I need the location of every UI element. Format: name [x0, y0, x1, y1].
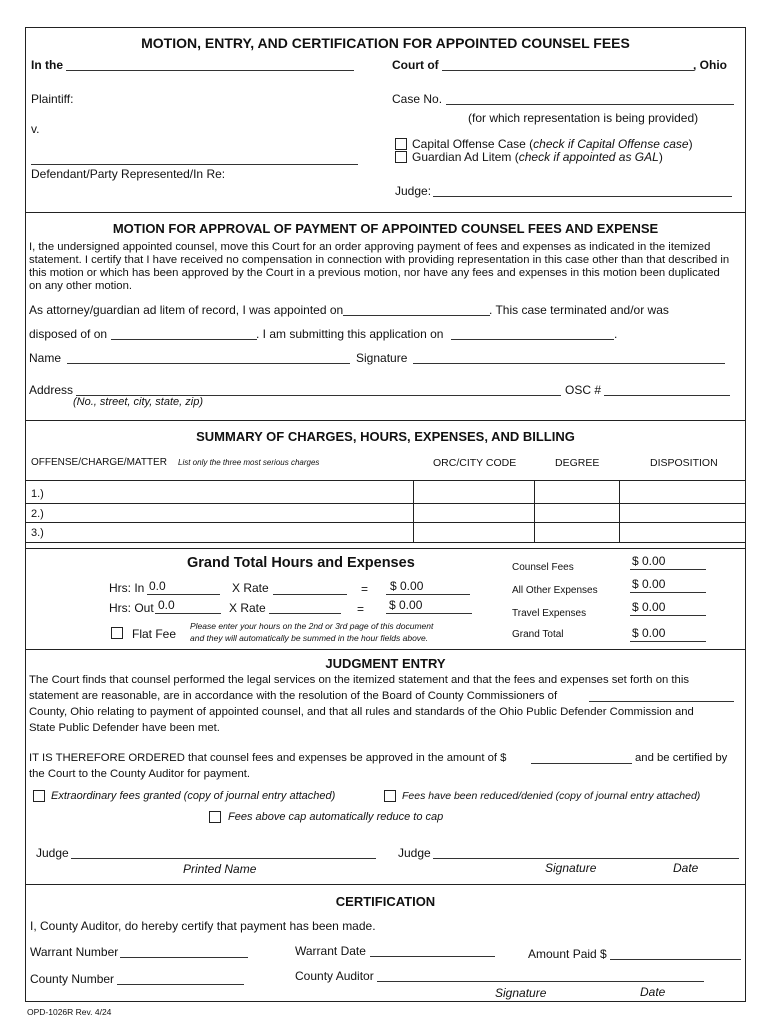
board-county-field[interactable]	[589, 701, 734, 702]
ohio-label: , Ohio	[693, 58, 727, 72]
judgment-line-1: The Court finds that counsel performed the legal services on the itemized statement and that the fees and expenses set forth on this	[29, 674, 689, 686]
motion-heading: MOTION FOR APPROVAL OF PAYMENT OF APPOINTED COUNSEL FEES AND EXPENSE	[112, 221, 659, 236]
auditor-date-caption: Date	[640, 985, 666, 999]
terminated-label: . This case terminated and/or was	[489, 303, 669, 317]
name-field[interactable]	[67, 363, 350, 364]
address-hint: (No., street, city, state, zip)	[73, 396, 203, 408]
hrs-out-field	[155, 613, 221, 614]
approved-amount-field[interactable]	[531, 763, 632, 764]
frame-bottom	[25, 1001, 746, 1002]
table-line-row2	[25, 522, 746, 523]
signature-label: Signature	[356, 351, 408, 365]
travel-expenses-label: Travel Expenses	[512, 608, 587, 619]
gal-label	[412, 150, 663, 164]
gal-checkbox[interactable]	[395, 151, 407, 163]
fees-reduced-checkbox[interactable]	[384, 790, 396, 802]
frame-left	[25, 27, 26, 1001]
warrant-date-field[interactable]	[370, 956, 495, 957]
judge-label: Judge:	[395, 184, 432, 198]
judge-printed-label: Judge	[36, 846, 69, 860]
gal-text: Guardian Ad Litem (	[412, 150, 519, 164]
capital-offense-close: )	[688, 137, 693, 151]
form-id: OPD-1026R Rev. 4/24	[27, 1007, 112, 1017]
hrs-in-label: Hrs: In	[109, 581, 145, 595]
ordered-line-1-end: and be certified by	[635, 752, 728, 764]
signature-field[interactable]	[413, 363, 725, 364]
capital-offense-checkbox[interactable]	[395, 138, 407, 150]
grand-total-value: $ 0.00	[632, 626, 666, 640]
capital-offense-text: Capital Offense Case (	[412, 137, 534, 151]
hrs-out-amount: $ 0.00	[389, 598, 423, 612]
judgment-heading: JUDGMENT ENTRY	[325, 656, 446, 671]
form-title: MOTION, ENTRY, AND CERTIFICATION FOR APPOINTED COUNSEL FEES	[141, 35, 630, 51]
osc-field[interactable]	[604, 395, 730, 396]
other-expenses-label: All Other Expenses	[512, 585, 598, 596]
grand-total-line	[630, 641, 706, 642]
warrant-number-field[interactable]	[120, 957, 248, 958]
certification-text: I, County Auditor, do hereby certify that payment has been made.	[30, 919, 376, 933]
auditor-signature-caption: Signature	[495, 986, 547, 1000]
submitted-on-field[interactable]	[451, 339, 614, 340]
flat-fee-label: Flat Fee	[132, 627, 177, 641]
col-orc-header: ORC/CITY CODE	[433, 457, 517, 469]
hrs-out-value[interactable]: 0.0	[158, 598, 175, 612]
gal-close: )	[658, 150, 663, 164]
flat-fee-checkbox[interactable]	[111, 627, 123, 639]
hours-note-2: and they will automatically be summed in the hour fields above.	[190, 633, 429, 643]
in-the-label: In the	[31, 58, 63, 72]
travel-expenses-value: $ 0.00	[632, 600, 666, 614]
name-label: Name	[29, 351, 62, 365]
county-number-label: County Number	[30, 972, 115, 986]
table-col-sep-1	[413, 480, 414, 542]
col-offense-header: OFFENSE/CHARGE/MATTER	[31, 457, 167, 468]
printed-name-caption: Printed Name	[183, 862, 257, 876]
judgment-line-4: State Public Defender have been met.	[29, 722, 220, 734]
other-expenses-value: $ 0.00	[632, 577, 666, 591]
counsel-fees-value: $ 0.00	[632, 554, 666, 568]
table-row: 3.)	[31, 527, 44, 539]
warrant-number-label: Warrant Number	[30, 945, 119, 959]
hrs-in-value[interactable]: 0.0	[149, 579, 166, 593]
motion-paragraph: I, the undersigned appointed counsel, move this Court for an order approving payment of fees and expenses as indicated in the itemized statement. I certify that I have received no compensation in connection with providing representation in this case other than that described in this motion or which has been approved by the Court in a previous motion, nor have any fees and expenses in this motion been duplicated on any other motion.	[29, 241, 730, 292]
table-col-sep-2	[534, 480, 535, 542]
divider-motion	[25, 212, 746, 213]
col-disposition-header: DISPOSITION	[650, 457, 718, 469]
hrs-out-amount-line	[386, 613, 472, 614]
fees-reduced-label: Fees have been reduced/denied (copy of journal entry attached)	[402, 790, 701, 802]
judge-field[interactable]	[433, 196, 732, 197]
hrs-in-amount: $ 0.00	[390, 579, 424, 593]
judge-printed-field[interactable]	[71, 858, 376, 859]
appointed-on-label: As attorney/guardian ad litem of record, I was appointed on	[29, 303, 344, 317]
county-auditor-field[interactable]	[377, 981, 704, 982]
capital-offense-label	[412, 137, 693, 151]
case-no-label: Case No.	[392, 92, 443, 106]
osc-label: OSC #	[565, 383, 602, 397]
divider-certification	[25, 884, 746, 885]
address-label: Address	[29, 383, 74, 397]
defendant-label: Defendant/Party Represented/In Re:	[31, 167, 226, 181]
equals-1: =	[361, 582, 369, 596]
certification-heading: CERTIFICATION	[335, 894, 436, 909]
judgment-line-2: statement are reasonable, are in accordance with the resolution of the Board of County Commissioners of	[29, 690, 558, 702]
rate-out-field[interactable]	[269, 613, 341, 614]
disposed-of-label: disposed of on	[29, 327, 108, 341]
col-offense-hint: List only the three most serious charges	[178, 458, 320, 467]
divider-totals	[25, 548, 746, 549]
travel-expenses-line	[630, 615, 706, 616]
plaintiff-label: Plaintiff:	[31, 92, 74, 106]
other-expenses-line	[630, 592, 706, 593]
x-rate-label-2: X Rate	[229, 601, 266, 615]
counsel-fees-line	[630, 569, 706, 570]
totals-heading: Grand Total Hours and Expenses	[187, 555, 415, 571]
table-col-sep-3	[619, 480, 620, 542]
equals-2: =	[357, 602, 365, 616]
table-line-row3	[25, 542, 746, 543]
table-line-top	[25, 480, 746, 481]
judge-signature-caption: Signature	[545, 861, 597, 875]
summary-heading: SUMMARY OF CHARGES, HOURS, EXPENSES, AND BILLING	[196, 429, 575, 444]
extraordinary-fees-label: Extraordinary fees granted (copy of journal entry attached)	[51, 790, 336, 802]
ordered-line-2: the Court to the County Auditor for payment.	[29, 768, 251, 780]
rate-in-field[interactable]	[273, 594, 347, 595]
divider-summary	[25, 420, 746, 421]
fees-above-cap-checkbox[interactable]	[209, 811, 221, 823]
appointed-on-field[interactable]	[343, 315, 490, 316]
table-line-row1	[25, 503, 746, 504]
defendant-field[interactable]	[31, 164, 358, 165]
extraordinary-fees-checkbox[interactable]	[33, 790, 45, 802]
disposed-of-field[interactable]	[111, 339, 257, 340]
judge-signature-field[interactable]	[433, 858, 739, 859]
gal-hint: check if appointed as GAL	[518, 150, 659, 164]
judgment-line-3: County, Ohio relating to payment of appointed counsel, and that all rules and standards of the Ohio Public Defender Commission and	[29, 706, 694, 718]
submitting-label: . I am submitting this application on	[256, 327, 444, 341]
amount-paid-field[interactable]	[610, 959, 741, 960]
x-rate-label-1: X Rate	[232, 581, 269, 595]
ordered-line-1: IT IS THEREFORE ORDERED that counsel fees and expenses be approved in the amount of $	[29, 752, 507, 764]
frame-top	[25, 27, 746, 28]
grand-total-label: Grand Total	[512, 629, 564, 640]
col-degree-header: DEGREE	[555, 457, 600, 469]
hours-note-1: Please enter your hours on the 2nd or 3rd page of this document	[190, 621, 434, 631]
versus-label: v.	[31, 122, 40, 136]
county-auditor-label: County Auditor	[295, 969, 374, 983]
frame-right	[745, 27, 746, 1001]
divider-judgment	[25, 649, 746, 650]
county-field[interactable]	[442, 70, 694, 71]
amount-paid-label: Amount Paid $	[528, 947, 607, 961]
judge-signature-label: Judge	[398, 846, 431, 860]
court-of-label: Court of	[392, 58, 439, 72]
capital-offense-hint: check if Capital Offense case	[533, 137, 689, 151]
hrs-in-amount-line	[386, 594, 470, 595]
county-number-field[interactable]	[117, 984, 244, 985]
court-name-field[interactable]	[66, 70, 354, 71]
hrs-out-label: Hrs: Out	[109, 601, 154, 615]
table-row: 1.)	[31, 488, 44, 500]
for-which-note: (for which representation is being provided)	[468, 111, 699, 125]
table-row: 2.)	[31, 508, 44, 520]
case-no-field[interactable]	[446, 104, 734, 105]
judge-date-caption: Date	[673, 861, 699, 875]
hrs-in-field	[147, 594, 220, 595]
counsel-fees-label: Counsel Fees	[512, 562, 574, 573]
warrant-date-label: Warrant Date	[295, 944, 366, 958]
submitted-period: .	[614, 327, 618, 341]
fees-above-cap-label: Fees above cap automatically reduce to cap	[228, 811, 444, 823]
